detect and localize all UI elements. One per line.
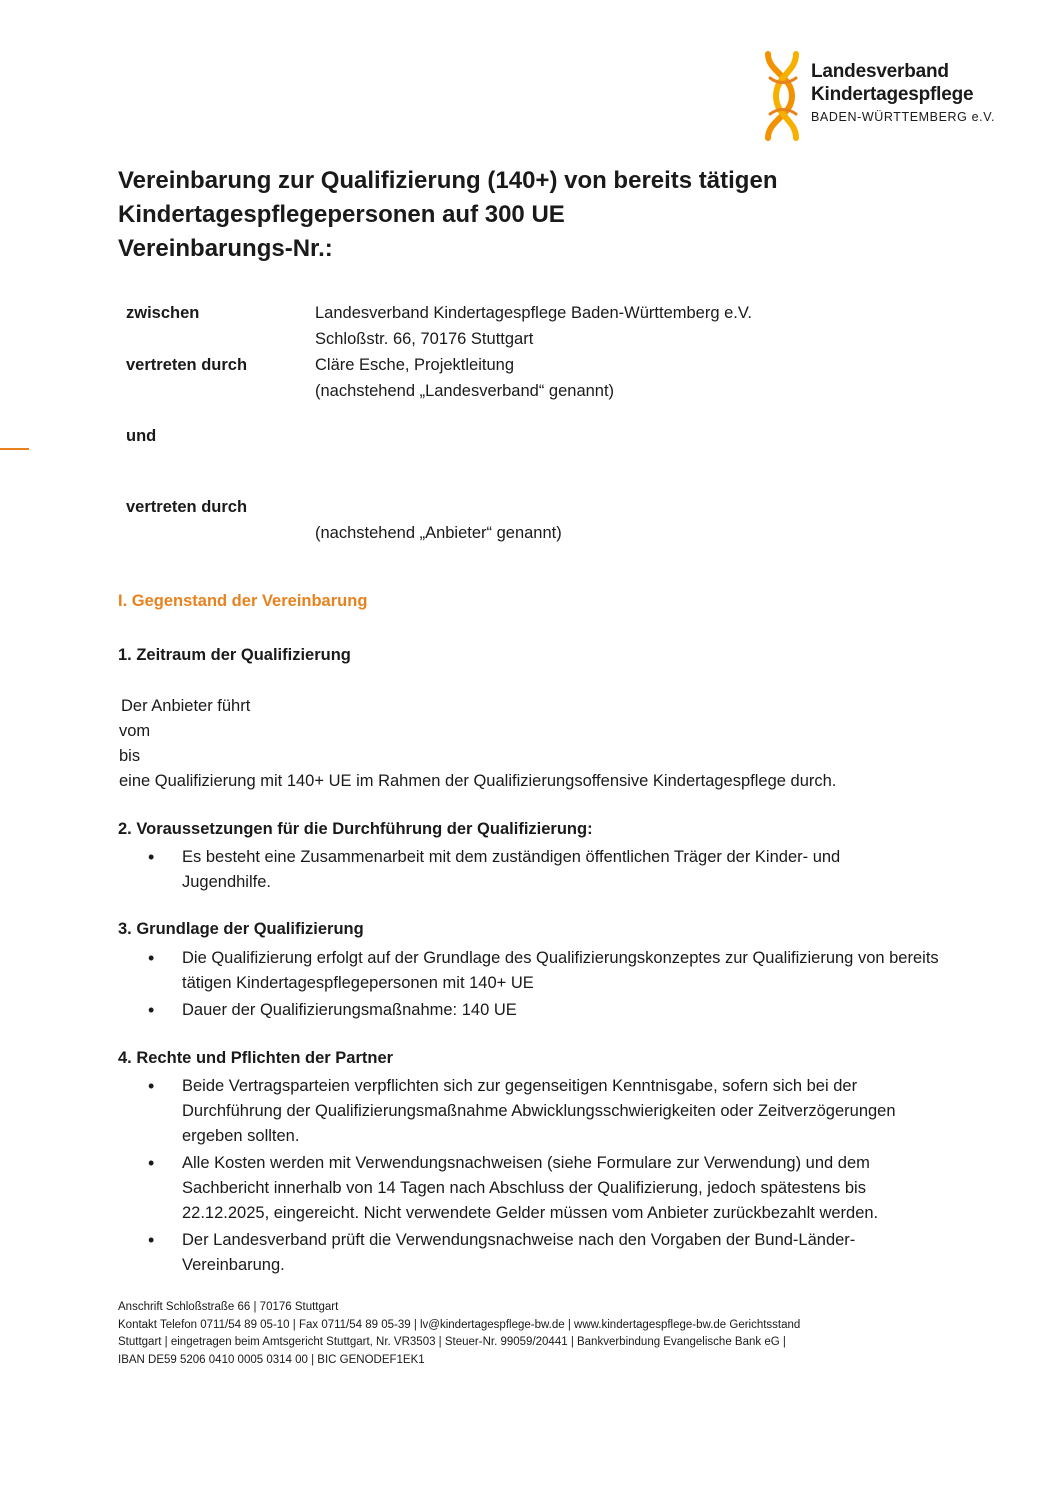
- rechte-pflichten-list: [148, 1074, 948, 1280]
- grundlage-list: [148, 946, 948, 1025]
- zeitraum-line-vom: vom: [119, 722, 151, 740]
- zeitraum-line-1: Der Anbieter führt: [121, 697, 251, 715]
- title-line-2: Kindertagespflegepersonen auf 300 UE: [118, 201, 565, 228]
- logo-text-line1: Landesverband: [811, 61, 949, 82]
- title-line-1: Vereinbarung zur Qualifizierung (140+) von bereits tätigen: [118, 167, 778, 194]
- provider-alias: (nachstehend „Anbieter“ genannt): [315, 524, 562, 542]
- footer-bank: IBAN DE59 5206 0410 0005 0314 00 | BIC GENODEF1EK1: [118, 1353, 425, 1366]
- zeitraum-line-4: eine Qualifizierung mit 140+ UE im Rahmen der Qualifizierungsoffensive Kindertagespflege durch.: [119, 772, 837, 790]
- label-vertreten-durch: vertreten durch: [126, 356, 248, 374]
- organization-logo: [762, 50, 1012, 142]
- org-alias: (nachstehend „Landesverband“ genannt): [315, 382, 615, 400]
- voraussetzungen-list: [148, 845, 868, 897]
- heading-zeitraum: 1. Zeitraum der Qualifizierung: [118, 646, 351, 664]
- title-line-3: Vereinbarungs-Nr.:: [118, 235, 333, 262]
- label-und: und: [126, 427, 157, 445]
- list-item: • Es besteht eine Zusammenarbeit mit dem zuständigen öffentlichen Träger der Kinder- und Jugendhilfe.: [148, 845, 868, 895]
- list-item: • Beide Vertragsparteien verpflichten sich zur gegenseitigen Kenntnisgabe, sofern sich bei der Durchführung der Qualifizierungsmaßnahme Abwicklungsschwierigkeiten oder Zeitverzögerungen ergeben sollten.: [148, 1074, 948, 1149]
- logo-emblem-icon: [762, 50, 808, 142]
- list-item: • Der Landesverband prüft die Verwendungsnachweise nach den Vorgaben der Bund-Länder-Vereinbarung.: [148, 1228, 948, 1278]
- list-item: • Dauer der Qualifizierungsmaßnahme: 140 UE: [148, 998, 948, 1023]
- logo-text-line3: BADEN-WÜRTTEMBERG e.V.: [811, 110, 996, 124]
- logo-text-line2: Kindertagespflege: [811, 84, 974, 105]
- page-footer: [118, 1299, 938, 1369]
- footer-address: Anschrift Schloßstraße 66 | 70176 Stuttgart: [118, 1301, 339, 1313]
- org-name: Landesverband Kindertagespflege Baden-Württemberg e.V.: [315, 304, 752, 322]
- zeitraum-line-bis: bis: [119, 747, 141, 765]
- document-title: [118, 164, 958, 266]
- org-address: Schloßstr. 66, 70176 Stuttgart: [315, 330, 534, 348]
- label-vertreten-durch-2: vertreten durch: [126, 498, 248, 516]
- heading-voraussetzungen: 2. Voraussetzungen für die Durchführung der Qualifizierung:: [118, 820, 593, 838]
- list-item: • Die Qualifizierung erfolgt auf der Grundlage des Qualifizierungskonzeptes zur Qualifizierung von bereits tätigen Kindertagespflegepersonen mit 140+ UE: [148, 946, 948, 996]
- section-title: I. Gegenstand der Vereinbarung: [118, 592, 368, 610]
- representative: Cläre Esche, Projektleitung: [315, 356, 515, 374]
- fold-mark: [0, 448, 29, 450]
- footer-contact: Kontakt Telefon 0711/54 89 05-10 | Fax 0711/54 89 05-39 | lv@kindertagespflege-bw.de | www.kindertagespflege-bw.de Gerichtsstand: [118, 1318, 801, 1331]
- list-item: • Alle Kosten werden mit Verwendungsnachweisen (siehe Formulare zur Verwendung) und dem Sachbericht innerhalb von 14 Tagen nach Abschluss der Qualifizierung, jedoch spätestens bis 22.12.2025, eingereicht. Nicht verwendete Gelder müssen vom Anbieter zurückbezahlt werden.: [148, 1151, 948, 1226]
- heading-grundlage: 3. Grundlage der Qualifizierung: [118, 920, 364, 938]
- heading-rechte-pflichten: 4. Rechte und Pflichten der Partner: [118, 1049, 394, 1067]
- footer-register: Stuttgart | eingetragen beim Amtsgericht Stuttgart, Nr. VR3503 | Steuer-Nr. 99059/20441 | Bankverbindung Evangelische Bank eG |: [118, 1336, 786, 1348]
- label-zwischen: zwischen: [126, 304, 200, 322]
